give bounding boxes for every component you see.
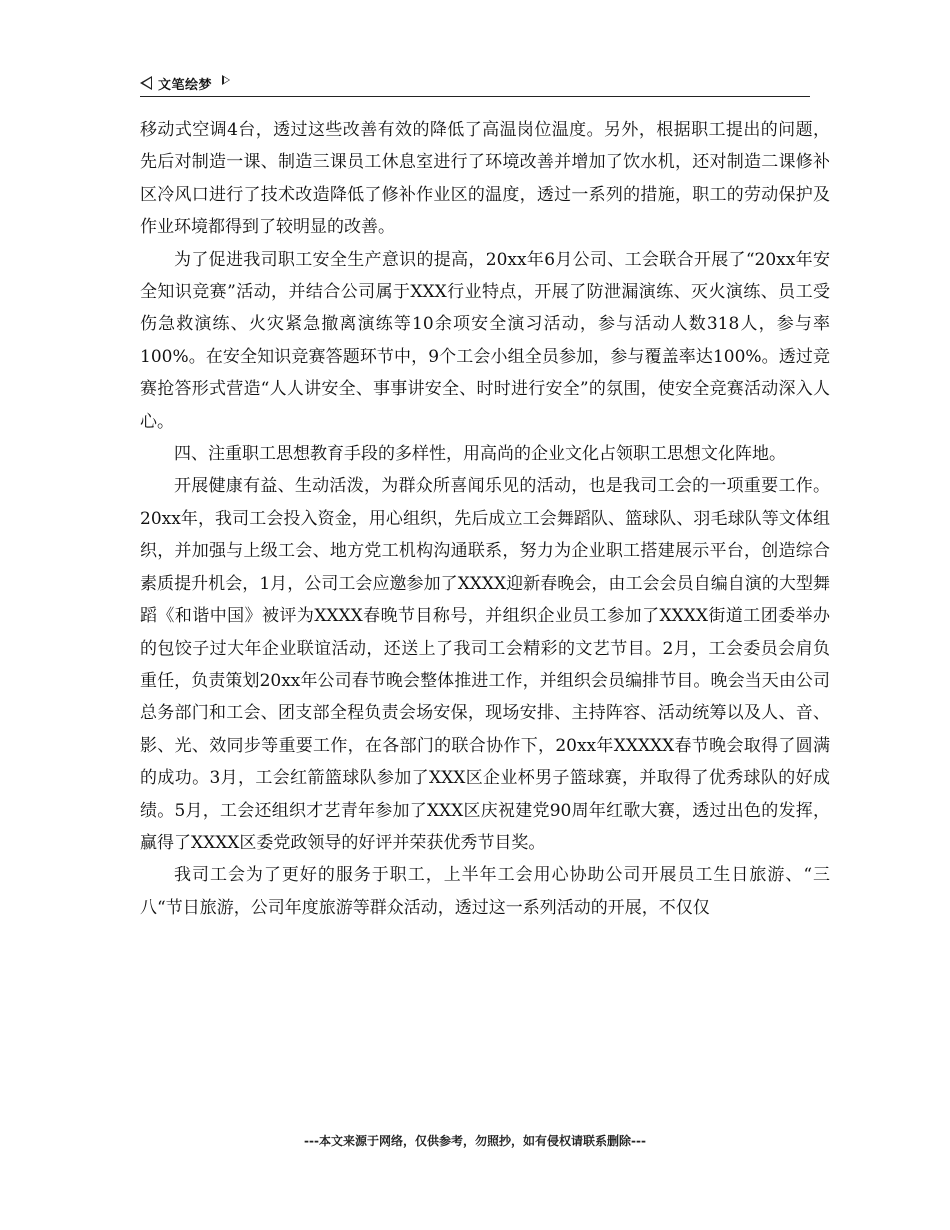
page-header: [140, 72, 810, 94]
paragraph-5: 我司工会为了更好的服务于职工，上半年工会用心协助公司开展员工生日旅游、“三八“节日旅游，公司年度旅游等群众活动，透过这一系列活动的开展，不仅仅: [140, 865, 830, 918]
triangle-right-icon: [222, 75, 230, 85]
paragraph-1: 移动式空调4台，透过这些改善有效的降低了高温岗位温度。另外，根据职工提出的问题，先后对制造一课、制造三课员工休息室进行了环境改善并增加了饮水机，还对制造二课修补区冷风口进行了技术改造降低了修补作业区的温度，透过一系列的措施，职工的劳动保护及作业环境都得到了较明显的改善。: [140, 120, 830, 238]
paragraph-4: 开展健康有益、生动活泼，为群众所喜闻乐见的活动，也是我司工会的一项重要工作。20xx年，我司工会投入资金，用心组织，先后成立工会舞蹈队、篮球队、羽毛球队等文体组织，并加强与上级工会、地方党工机构沟通联系，努力为企业职工搭建展示平台，创造综合素质提升机会，1月，公司工会应邀参加了XXXX迎新春晚会，由工会会员自编自演的大型舞蹈《和谐中国》被评为XXXX春晚节目称号，并组织企业员工参加了XXXX街道工团委举办的包饺子过大年企业联谊活动，还送上了我司工会精彩的文艺节目。2月，工会委员会肩负重任，负责策划20xx年公司春节晚会整体推进工作，并组织会员编排节目。晚会当天由公司总务部门和工会、团支部全程负责会场安保，现场安排、主持阵容、活动统筹以及人、音、影、光、效同步等重要工作，在各部门的联合协作下，20xx年XXXXX春节晚会取得了圆满的成功。3月，工会红箭篮球队参加了XXX区企业杯男子篮球赛，并取得了优秀球队的好成绩。5月，工会还组织才艺青年参加了XXX区庆祝建党90周年红歌大赛，透过出色的发挥，赢得了XXXX区委党政领导的好评并荣获优秀节目奖。: [140, 476, 830, 853]
triangle-left-icon: [140, 76, 152, 90]
paragraph-3-heading: 四、注重职工思想教育手段的多样性，用高尚的企业文化占领职工思想文化阵地。: [174, 444, 786, 465]
paragraph-2: 为了促进我司职工安全生产意识的提高，20xx年6月公司、工会联合开展了“20xx年安全知识竞赛”活动，并结合公司属于XXX行业特点，开展了防泄漏演练、灭火演练、员工受伤急救演练、火灾紧急撤离演练等10余项安全演习活动，参与活动人数318人，参与率100%。在安全知识竞赛答题环节中，9个工会小组全员参加，参与覆盖率达100%。透过竞赛抢答形式营造“人人讲安全、事事讲安全、时时进行安全”的氛围，使安全竞赛活动深入人心。: [140, 249, 830, 432]
document-body: [140, 114, 830, 924]
page-footer-disclaimer: ---本文来源于网络，仅供参考，勿照抄，如有侵权请联系删除---: [304, 1134, 646, 1148]
header-title: 文笔绘梦: [158, 77, 213, 93]
header-divider: [140, 96, 810, 97]
